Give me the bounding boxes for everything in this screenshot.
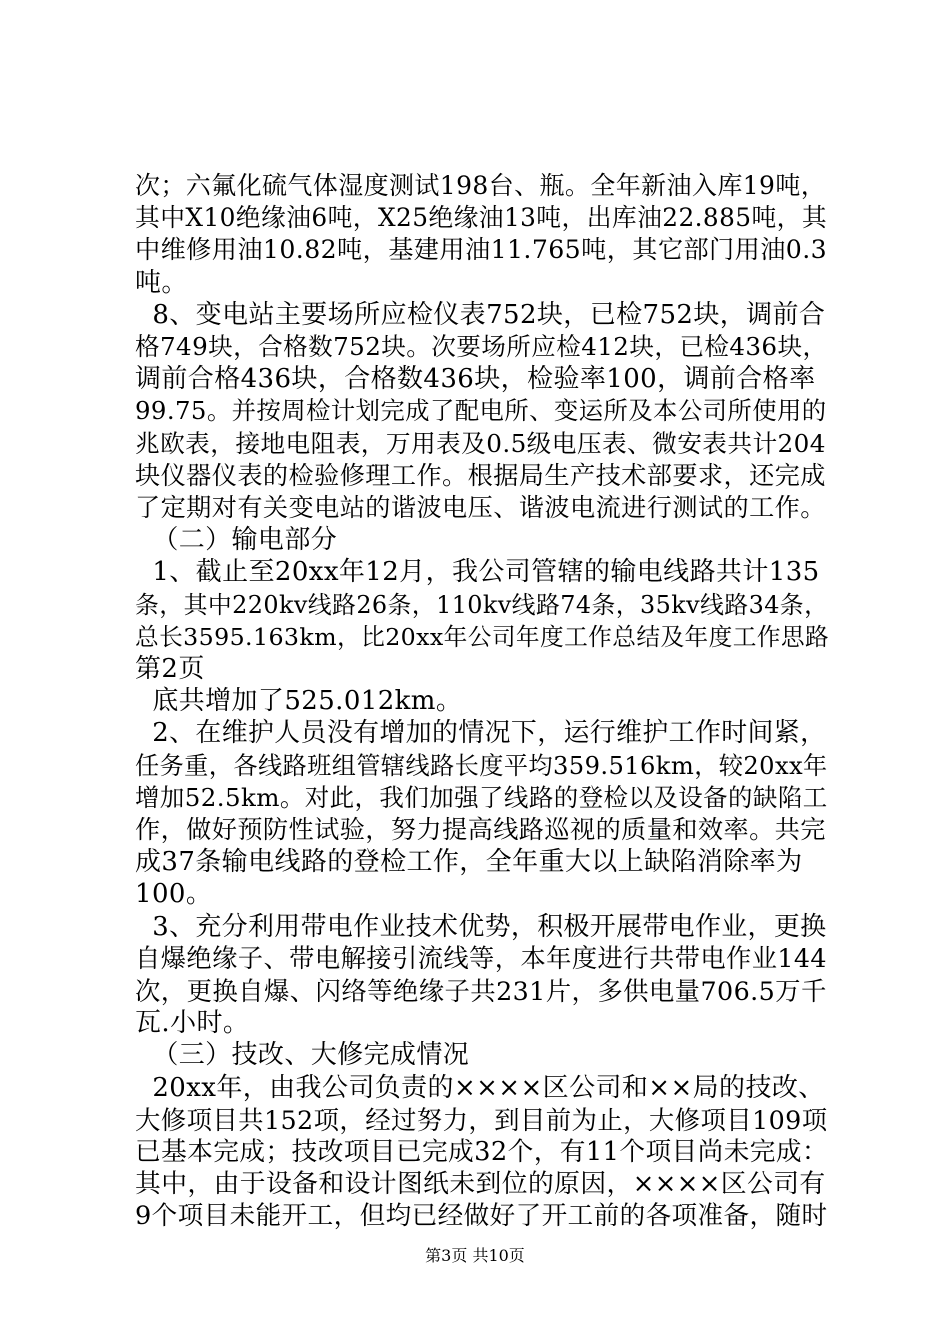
text-line: 其中X10绝缘油6吨，X25绝缘油13吨，出库油22.885吨，其 <box>135 203 828 233</box>
text-line: 兆欧表，接地电阻表，万用表及0.5级电压表、微安表共计204 <box>135 428 826 458</box>
text-line: 任务重，各线路班组管辖线路长度平均359.516km，较20xx年 <box>135 751 828 780</box>
text-line: 中维修用油10.82吨，基建用油11.765吨，其它部门用油0.3 <box>135 235 828 265</box>
text-line: 了定期对有关变电站的谐波电压、谐波电流进行测试的工作。 <box>135 493 826 522</box>
text-line: 作，做好预防性试验，努力提高线路巡视的质量和效率。共完 <box>135 815 826 844</box>
section-heading: （二）输电部分 <box>135 525 338 556</box>
text-line: 次，更换自爆、闪络等绝缘子共231片，多供电量706.5万千 <box>135 976 827 1006</box>
text-line: 2、在维护人员没有增加的情况下，运行维护工作时间紧， <box>135 718 827 749</box>
text-line: 调前合格436块，合格数436块，检验率100，调前合格率 <box>135 364 816 395</box>
text-line: 格749块，合格数752块。次要场所应检412块，已检436块， <box>135 332 828 361</box>
text-line: 底共增加了525.012km。 <box>135 686 463 717</box>
text-line: 总长3595.163km，比20xx年公司年度工作总结及年度工作思路 <box>135 622 830 651</box>
text-line: 次；六氟化硫气体湿度测试198台、瓶。全年新油入库19吨， <box>135 171 827 200</box>
page-number-footer: 第3页 共10页 <box>425 1246 525 1265</box>
text-line: 已基本完成；技改项目已完成32个，有11个项目尚未完成： <box>135 1137 829 1167</box>
text-line: 其中，由于设备和设计图纸未到位的原因，××××区公司有 <box>135 1169 826 1200</box>
text-line: 块仪器仪表的检验修理工作。根据局生产技术部要求，还完成 <box>135 460 826 490</box>
text-line: 增加52.5km。对此，我们加强了线路的登检以及设备的缺陷工 <box>135 782 828 812</box>
text-line: 大修项目共152项，经过努力，到目前为止，大修项目109项 <box>135 1104 828 1135</box>
text-line: 条，其中220kv线路26条，110kv线路74条，35kv线路34条， <box>135 590 829 619</box>
text-line: 自爆绝缘子、带电解接引流线等，本年度进行共带电作业144 <box>135 943 827 973</box>
text-line: 8、变电站主要场所应检仪表752块，已检752块，调前合 <box>135 299 826 330</box>
text-line: 3、充分利用带电作业技术优势，积极开展带电作业，更换 <box>135 911 827 942</box>
text-line: 99.75。并按周检计划完成了配电所、变运所及本公司所使用的 <box>135 396 827 426</box>
text-line: 吨。 <box>135 267 188 298</box>
text-line: 100。 <box>135 879 213 910</box>
section-heading: （三）技改、大修完成情况 <box>135 1040 470 1071</box>
text-line: 9个项目未能开工，但均已经做好了开工前的各项准备，随时 <box>135 1201 828 1232</box>
text-line: 成37条输电线路的登检工作，全年重大以上缺陷消除率为 <box>135 847 803 878</box>
text-line: 第2页 <box>135 654 205 684</box>
text-line: 瓦.小时。 <box>135 1008 250 1039</box>
text-line: 20xx年，由我公司负责的××××区公司和××局的技改、 <box>135 1072 825 1103</box>
text-line: 1、截止至20xx年12月，我公司管辖的输电线路共计135 <box>135 557 820 588</box>
